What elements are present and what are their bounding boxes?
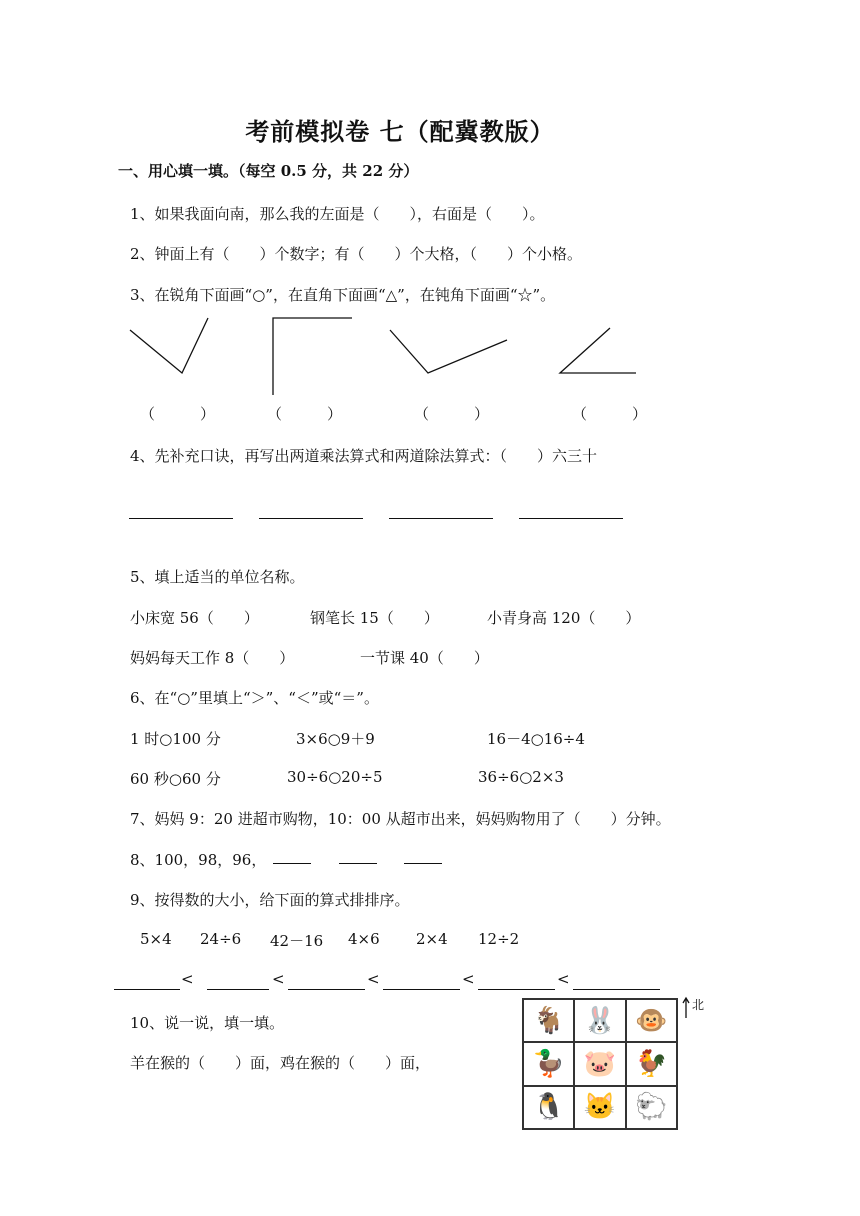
q6-item: 3×6○9＋9	[296, 730, 375, 748]
answer-line[interactable]	[519, 502, 623, 519]
cat-image: 🐱	[574, 1086, 625, 1129]
q6-item: 1 时○100 分	[130, 730, 221, 748]
page-title: 考前模拟卷 七（配冀教版）	[245, 117, 555, 146]
sheep-image: 🐑	[626, 1086, 677, 1129]
question-8: 8、100，98，96，	[130, 851, 267, 869]
answer-line[interactable]	[207, 971, 269, 990]
answer-line[interactable]	[273, 847, 311, 864]
question-2: 2、钟面上有（ ）个数字；有（ ）个大格，（ ）个小格。	[130, 245, 583, 263]
question-10: 10、说一说，填一填。	[130, 1014, 285, 1032]
answer-line[interactable]	[339, 847, 377, 864]
q6-item: 16－4○16÷4	[487, 730, 585, 748]
answer-line[interactable]	[573, 971, 660, 990]
rooster-image: 🐓	[626, 1042, 677, 1085]
monkey-image: 🐵	[626, 999, 677, 1042]
less-than-sign: <	[462, 970, 475, 988]
goat-image: 🐐	[523, 999, 574, 1042]
answer-paren[interactable]: （ ）	[572, 405, 648, 423]
answer-paren[interactable]: （ ）	[140, 405, 216, 423]
question-1: 1、如果我面向南，那么我的左面是（ ），右面是（ ）。	[130, 205, 545, 223]
q6-item: 36÷6○2×3	[478, 768, 564, 786]
question-10-text: 羊在猴的（ ）面，鸡在猴的（ ）面，	[130, 1054, 431, 1072]
less-than-sign: <	[181, 970, 194, 988]
answer-line[interactable]	[259, 502, 363, 519]
answer-line[interactable]	[288, 971, 365, 990]
answer-line[interactable]	[478, 971, 555, 990]
question-5: 5、填上适当的单位名称。	[130, 568, 305, 586]
q5-item: 小床宽 56（ ）	[130, 609, 259, 627]
answer-line[interactable]	[383, 971, 460, 990]
answer-line[interactable]	[404, 847, 442, 864]
q9-expression: 24÷6	[200, 930, 242, 948]
q5-item: 妈妈每天工作 8（ ）	[130, 649, 295, 667]
answer-line[interactable]	[129, 502, 233, 519]
less-than-sign: <	[367, 970, 380, 988]
animal-position-grid	[522, 998, 678, 1130]
q9-expression: 12÷2	[478, 930, 520, 948]
right-angle-figure	[273, 318, 352, 395]
pig-image: 🐷	[574, 1042, 625, 1085]
q5-item: 小青身高 120（ ）	[487, 609, 641, 627]
less-than-sign: <	[272, 970, 285, 988]
obtuse-angle-figure	[390, 330, 507, 373]
north-label: 北	[692, 998, 705, 1012]
angle-figures	[0, 0, 860, 420]
acute-angle-figure	[130, 318, 208, 373]
question-7: 7、妈妈 9：20 进超市购物，10：00 从超市出来，妈妈购物用了（ ）分钟。	[130, 810, 671, 828]
q9-expression: 42－16	[270, 932, 324, 950]
q5-item: 一节课 40（ ）	[360, 649, 489, 667]
q6-item: 30÷6○20÷5	[287, 768, 383, 786]
section-heading: 一、用心填一填。（每空 0.5 分，共 22 分）	[118, 162, 419, 180]
question-9: 9、按得数的大小，给下面的算式排排序。	[130, 891, 410, 909]
penguin-image: 🐧	[523, 1086, 574, 1129]
q6-item: 60 秒○60 分	[130, 770, 221, 788]
q9-expression: 4×6	[348, 930, 380, 948]
less-than-sign: <	[557, 970, 570, 988]
answer-paren[interactable]: （ ）	[414, 405, 490, 423]
rabbit-image: 🐰	[574, 999, 625, 1042]
acute-angle-figure-2	[560, 328, 636, 373]
q9-expression: 5×4	[140, 930, 172, 948]
question-4: 4、先补充口诀，再写出两道乘法算式和两道除法算式：（ ）六三十	[130, 447, 598, 465]
q5-item: 钢笔长 15（ ）	[310, 609, 439, 627]
answer-paren[interactable]: （ ）	[267, 405, 343, 423]
question-6: 6、在“○”里填上“＞”、“＜”或“＝”。	[130, 689, 379, 707]
q9-expression: 2×4	[416, 930, 448, 948]
north-arrow-icon	[682, 996, 692, 1020]
answer-line[interactable]	[114, 971, 180, 990]
duck-image: 🦆	[523, 1042, 574, 1085]
question-3: 3、在锐角下面画“○”，在直角下面画“△”，在钝角下面画“☆”。	[130, 286, 556, 304]
answer-line[interactable]	[389, 502, 493, 519]
